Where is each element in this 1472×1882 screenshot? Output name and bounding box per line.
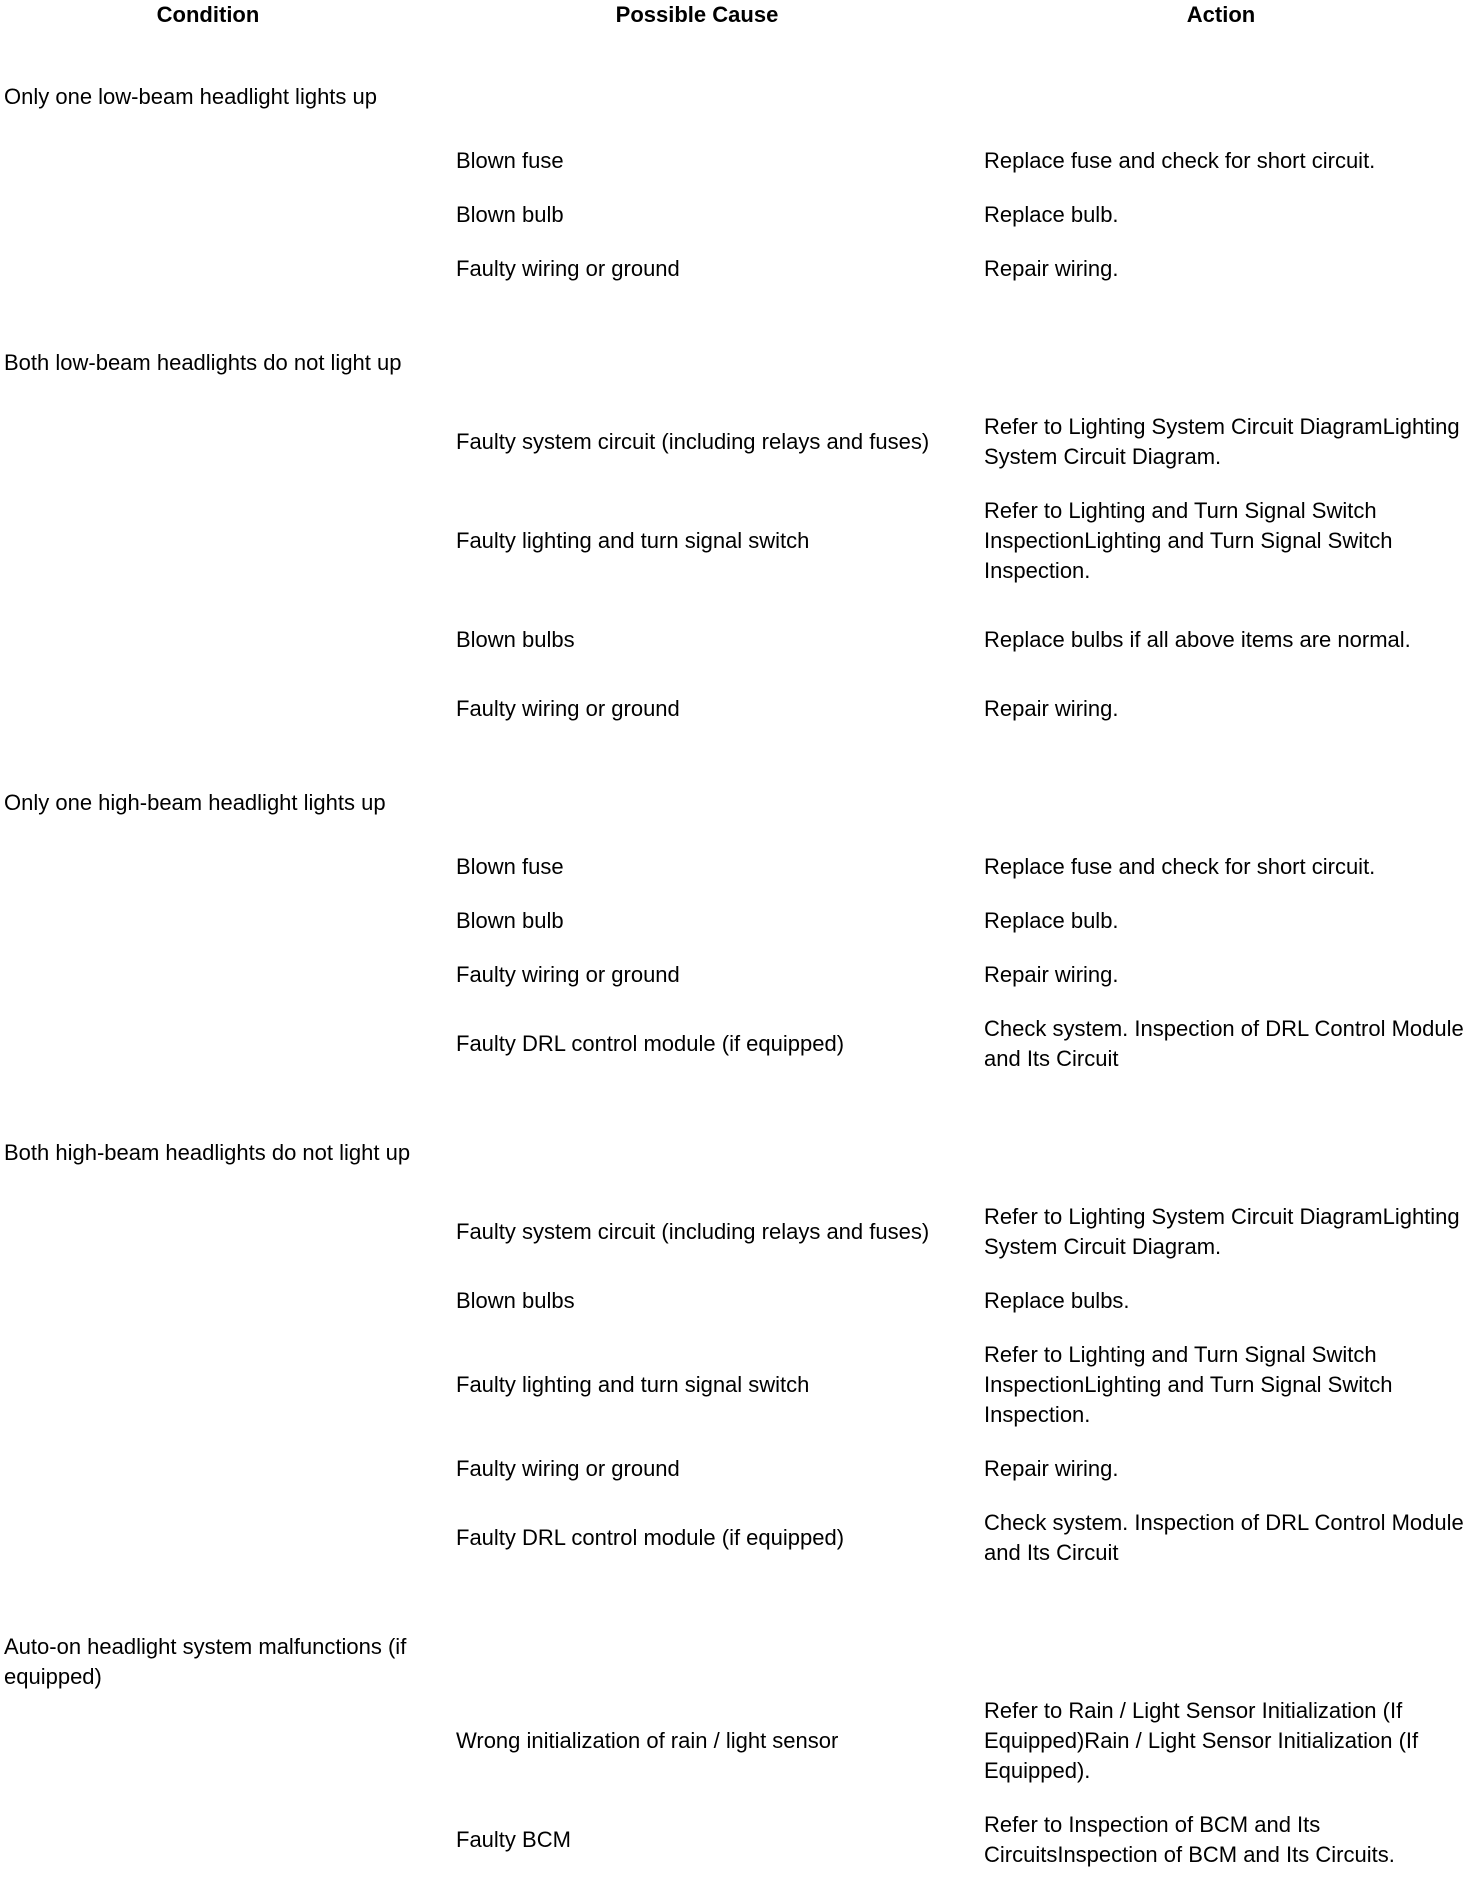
- action-text: Replace bulbs.: [984, 1288, 1130, 1313]
- action-text: Refer to Lighting System Circuit DiagramLighting System Circuit Diagram.: [984, 414, 1460, 469]
- possible-cause-cell: [456, 948, 946, 1002]
- possible-cause-text: Faulty lighting and turn signal switch: [456, 1372, 810, 1397]
- possible-cause-text: Blown bulbs: [456, 627, 575, 652]
- table-row: [0, 242, 1472, 296]
- action-text: Refer to Lighting and Turn Signal Switch InspectionLighting and Turn Signal Switch Inspection.: [984, 1342, 1393, 1427]
- table-row: [0, 1274, 1472, 1328]
- possible-cause-text: Faulty system circuit (including relays and fuses): [456, 429, 930, 454]
- table-row: [0, 484, 1472, 598]
- table-header: [0, 0, 1472, 30]
- action-cell: [984, 1442, 1472, 1496]
- table-row: [0, 840, 1472, 894]
- possible-cause-text: Wrong initialization of rain / light sensor: [456, 1728, 839, 1753]
- possible-cause-text: Blown fuse: [456, 854, 564, 879]
- action-text: Repair wiring.: [984, 1456, 1119, 1481]
- action-cell: [984, 1274, 1472, 1328]
- action-cell: [984, 1002, 1472, 1086]
- action-text: Refer to Inspection of BCM and Its CircuitsInspection of BCM and Its Circuits.: [984, 1812, 1395, 1867]
- header-action: Action: [1186, 2, 1256, 27]
- header-condition: Condition: [156, 2, 260, 27]
- table-row: [0, 188, 1472, 242]
- table-row: [0, 894, 1472, 948]
- table-row: [0, 682, 1472, 736]
- possible-cause-text: Blown fuse: [456, 148, 564, 173]
- condition-row: [0, 1580, 1472, 1689]
- action-text: Replace fuse and check for short circuit.: [984, 854, 1376, 879]
- table-row: [0, 1798, 1472, 1882]
- possible-cause-cell: [456, 242, 946, 296]
- possible-cause-text: Faulty DRL control module (if equipped): [456, 1525, 845, 1550]
- action-cell: [984, 1496, 1472, 1580]
- action-cell: [984, 188, 1472, 242]
- possible-cause-text: Faulty DRL control module (if equipped): [456, 1031, 845, 1056]
- action-cell: [984, 682, 1472, 736]
- possible-cause-text: Blown bulb: [456, 908, 564, 933]
- condition-row: [0, 30, 1472, 134]
- action-cell: [984, 242, 1472, 296]
- table-row: [0, 1442, 1472, 1496]
- action-cell: [984, 1684, 1472, 1798]
- action-text: Check system. Inspection of DRL Control Module and Its Circuit: [984, 1510, 1464, 1565]
- action-text: Repair wiring.: [984, 256, 1119, 281]
- possible-cause-cell: [456, 188, 946, 242]
- action-cell: [984, 840, 1472, 894]
- action-cell: [984, 894, 1472, 948]
- possible-cause-text: Faulty lighting and turn signal switch: [456, 528, 810, 553]
- possible-cause-cell: [456, 1496, 946, 1580]
- table-row: [0, 1496, 1472, 1580]
- table-row: [0, 1684, 1472, 1798]
- action-cell: [984, 484, 1472, 598]
- condition-text: Only one high-beam headlight lights up: [4, 790, 386, 815]
- table-row: [0, 948, 1472, 1002]
- possible-cause-text: Blown bulbs: [456, 1288, 575, 1313]
- condition-text: Only one low-beam headlight lights up: [4, 84, 378, 109]
- possible-cause-cell: [456, 894, 946, 948]
- action-text: Refer to Lighting System Circuit DiagramLighting System Circuit Diagram.: [984, 1204, 1460, 1259]
- header-possible-cause: Possible Cause: [615, 2, 779, 27]
- possible-cause-cell: [456, 1190, 946, 1274]
- action-text: Refer to Rain / Light Sensor Initialization (If Equipped)Rain / Light Sensor Initialization (If Equipped).: [984, 1698, 1419, 1783]
- table-body: [0, 30, 1472, 1882]
- possible-cause-text: Faulty wiring or ground: [456, 962, 680, 987]
- action-cell: [984, 400, 1472, 484]
- possible-cause-text: Faulty wiring or ground: [456, 1456, 680, 1481]
- possible-cause-cell: [456, 484, 946, 598]
- possible-cause-cell: [456, 134, 946, 188]
- action-text: Replace fuse and check for short circuit.: [984, 148, 1376, 173]
- action-text: Repair wiring.: [984, 696, 1119, 721]
- condition-row: [0, 296, 1472, 400]
- table-row: [0, 1328, 1472, 1442]
- possible-cause-cell: [456, 682, 946, 736]
- action-cell: [984, 948, 1472, 1002]
- possible-cause-text: Blown bulb: [456, 202, 564, 227]
- table-row: [0, 598, 1472, 682]
- action-cell: [984, 1328, 1472, 1442]
- table-row: [0, 134, 1472, 188]
- condition-text: Both high-beam headlights do not light up: [4, 1140, 411, 1165]
- possible-cause-cell: [456, 1002, 946, 1086]
- possible-cause-text: Faulty BCM: [456, 1827, 571, 1852]
- action-text: Refer to Lighting and Turn Signal Switch InspectionLighting and Turn Signal Switch Inspection.: [984, 498, 1393, 583]
- condition-row: [0, 736, 1472, 840]
- condition-text: Auto-on headlight system malfunctions (if equipped): [4, 1634, 407, 1689]
- action-text: Replace bulb.: [984, 908, 1119, 933]
- possible-cause-cell: [456, 840, 946, 894]
- possible-cause-text: Faulty wiring or ground: [456, 256, 680, 281]
- action-text: Repair wiring.: [984, 962, 1119, 987]
- possible-cause-cell: [456, 598, 946, 682]
- condition-row: [0, 1086, 1472, 1190]
- action-text: Check system. Inspection of DRL Control Module and Its Circuit: [984, 1016, 1464, 1071]
- possible-cause-cell: [456, 1684, 946, 1798]
- possible-cause-text: Faulty system circuit (including relays and fuses): [456, 1219, 930, 1244]
- action-cell: [984, 1190, 1472, 1274]
- table-row: [0, 400, 1472, 484]
- possible-cause-cell: [456, 1442, 946, 1496]
- table-row: [0, 1002, 1472, 1086]
- action-text: Replace bulb.: [984, 202, 1119, 227]
- action-cell: [984, 134, 1472, 188]
- action-text: Replace bulbs if all above items are normal.: [984, 627, 1411, 652]
- possible-cause-cell: [456, 400, 946, 484]
- possible-cause-cell: [456, 1798, 946, 1882]
- action-cell: [984, 1798, 1472, 1882]
- possible-cause-cell: [456, 1274, 946, 1328]
- action-cell: [984, 598, 1472, 682]
- condition-text: Both low-beam headlights do not light up: [4, 350, 402, 375]
- table-row: [0, 1190, 1472, 1274]
- possible-cause-cell: [456, 1328, 946, 1442]
- possible-cause-text: Faulty wiring or ground: [456, 696, 680, 721]
